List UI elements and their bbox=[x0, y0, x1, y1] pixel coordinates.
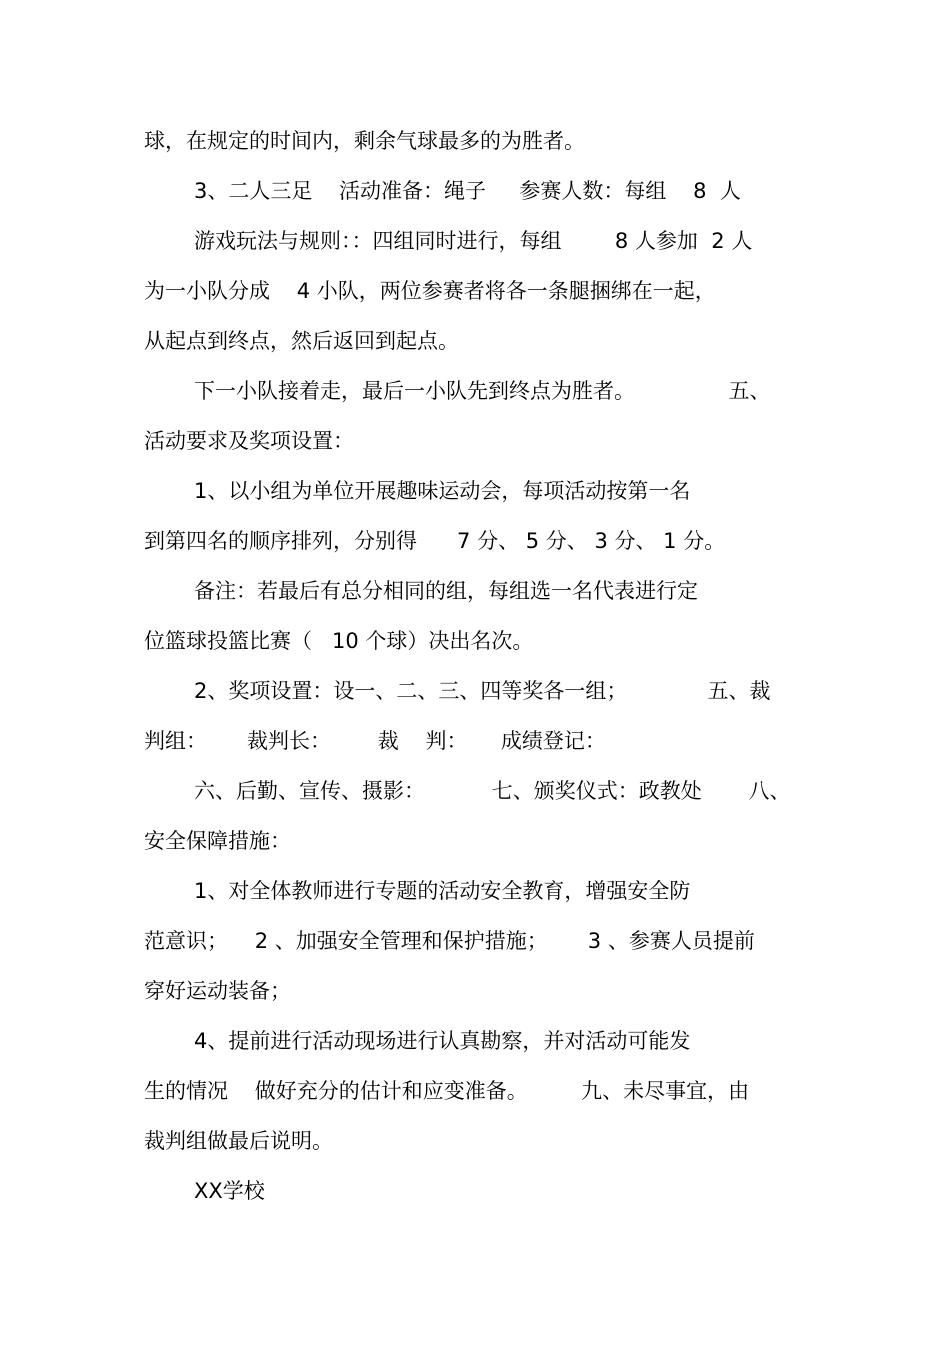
text-line-8: 1、以小组为单位开展趣味运动会，每项活动按第一名 bbox=[194, 479, 691, 503]
text-line-19: 4、提前进行活动现场进行认真勘察，并对活动可能发 bbox=[194, 1029, 691, 1053]
text-line-18: 穿好运动装备； bbox=[144, 979, 291, 1003]
text-line-9: 到第四名的顺序排列，分别得 7 分、 5 分、 3 分、 1 分。 bbox=[144, 529, 726, 553]
text-line-6: 下一小队接着走，最后一小队先到终点为胜者。 五、 bbox=[194, 379, 771, 403]
text-line-4: 为一小队分成 4 小队，两位参赛者将各一条腿捆绑在一起， bbox=[144, 279, 716, 303]
text-line-2: 3、二人三足 活动准备：绳子 参赛人数：每组 8 人 bbox=[194, 179, 741, 203]
text-line-13: 判组： 裁判长： 裁 判： 成绩登记： bbox=[144, 729, 606, 753]
text-line-14: 六、后勤、宣传、摄影： 七、颁奖仪式：政教处 八、 bbox=[194, 779, 791, 803]
text-line-17: 范意识； 2 、加强安全管理和保护措施； 3 、参赛人员提前 bbox=[144, 929, 755, 953]
text-line-20: 生的情况 做好充分的估计和应变准备。 九、未尽事宜，由 bbox=[144, 1079, 750, 1103]
text-line-21: 裁判组做最后说明。 bbox=[144, 1129, 333, 1153]
text-line-3: 游戏玩法与规则：：四组同时进行，每组 8 人参加 2 人 bbox=[194, 229, 753, 253]
text-line-7: 活动要求及奖项设置： bbox=[144, 429, 354, 453]
text-line-5: 从起点到终点，然后返回到起点。 bbox=[144, 329, 459, 353]
text-line-16: 1、对全体教师进行专题的活动安全教育，增强安全防 bbox=[194, 879, 691, 903]
text-line-12: 2、奖项设置：设一、二、三、四等奖各一组； 五、裁 bbox=[194, 679, 771, 703]
text-line-15: 安全保障措施： bbox=[144, 829, 291, 853]
text-line-1: 球，在规定的时间内，剩余气球最多的为胜者。 bbox=[144, 129, 585, 153]
text-line-10: 备注：若最后有总分相同的组，每组选一名代表进行定 bbox=[194, 579, 698, 603]
signature-school: XX学校 bbox=[194, 1179, 265, 1203]
text-line-11: 位篮球投篮比赛（ 10 个球）决出名次。 bbox=[144, 629, 534, 653]
